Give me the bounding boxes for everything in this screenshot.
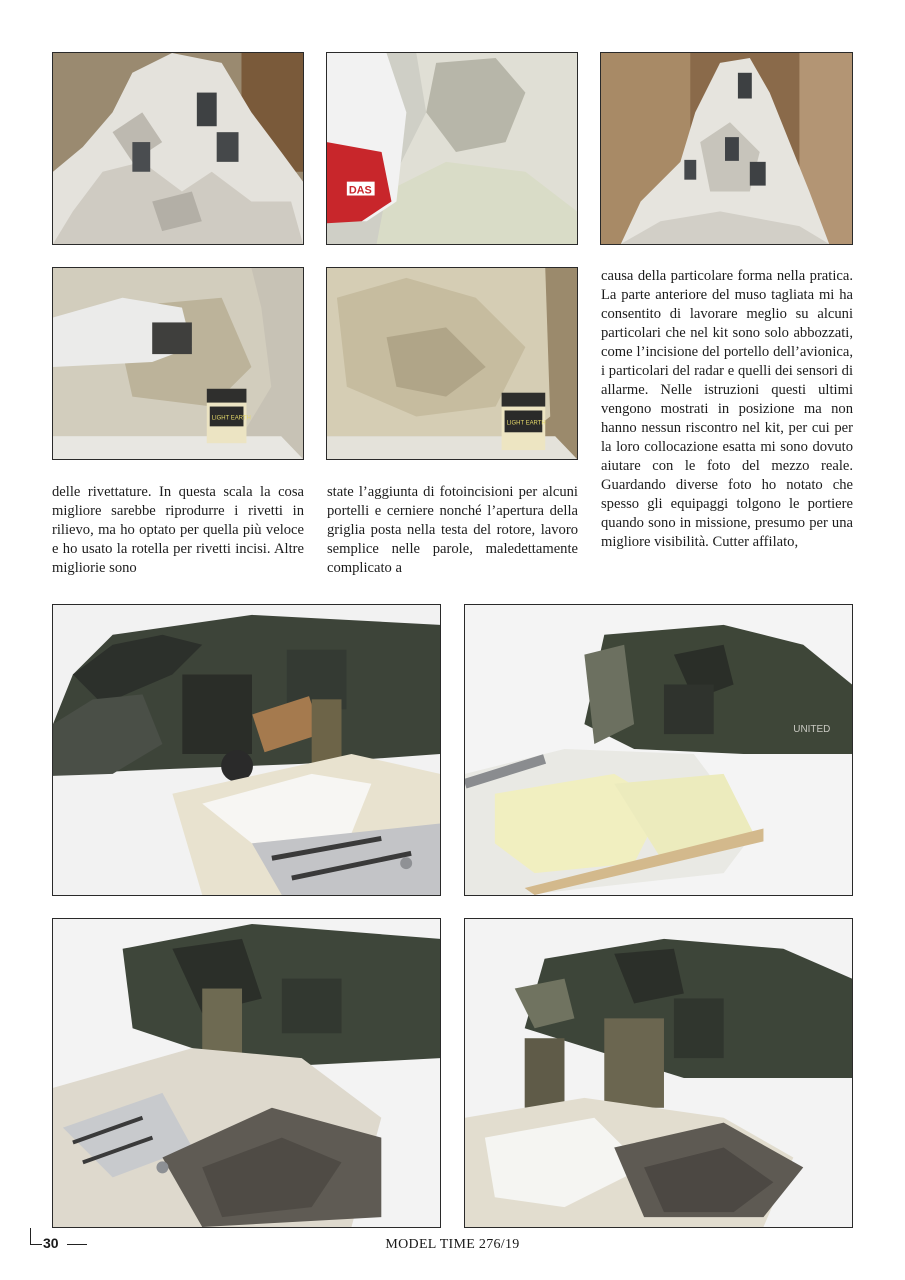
article-column-2: state l’aggiunta di fotoincisioni per alcuni portelli e cerniere nonché l’apertura della griglia posta nella testa del rotore, lavoro semplice nelle parole, maledettamente complicato a bbox=[327, 484, 578, 576]
jar-label-1: LIGHT EARTH bbox=[211, 415, 251, 422]
page-number: 30 bbox=[43, 1235, 59, 1251]
jar-label-2: LIGHT EARTH bbox=[506, 420, 546, 427]
article-column-1: delle rivettature. In questa scala la cosa migliore sarebbe riprodurre i rivetti in rilievo, ma ho optato per quella più veloce e ho usato la rotella per rivetti incisi. Altre migliorie sono bbox=[52, 484, 304, 576]
photo-helicopter-crate-crew bbox=[52, 604, 441, 896]
photo-das-clay-packet bbox=[326, 52, 578, 245]
photo-helicopter-foam-base bbox=[464, 604, 853, 896]
helicopter-marking: UNITED bbox=[793, 724, 831, 736]
photo-helicopter-rocky-base-left bbox=[52, 918, 441, 1228]
article-column-3: causa della particolare forma nella pratica. La parte anteriore del muso tagliata mi ha consentito di lavorare meglio su alcuni particolari che nel kit sono solo abbozzati, come l’incisione del portello dell’avionica, i particolari del radar e quelli dei sensori di allarme. Nelle istruzioni questi ultimi vengono mostrati in posizione ma non hanno nessun riscontro nel kit, per cui per la loro collocazione esatta mi sono dovuto aiutare con le foto del mezzo reale. Guardando diverse foto ho notato che spesso gli equipaggi tolgono le portiere quando sono in missione, presumo per una migliore visibilità. Cutter affilato, bbox=[601, 268, 853, 550]
magazine-issue-footer: MODEL TIME 276/19 bbox=[385, 1237, 520, 1252]
photo-helicopter-rocky-base-right bbox=[464, 918, 853, 1228]
das-packet-label: DAS bbox=[348, 184, 372, 197]
photo-hand-applying-earth bbox=[52, 267, 304, 460]
photo-rock-tower-full bbox=[600, 52, 853, 245]
photo-rock-base-figures bbox=[52, 52, 304, 245]
photo-rock-textured-jar bbox=[326, 267, 578, 460]
